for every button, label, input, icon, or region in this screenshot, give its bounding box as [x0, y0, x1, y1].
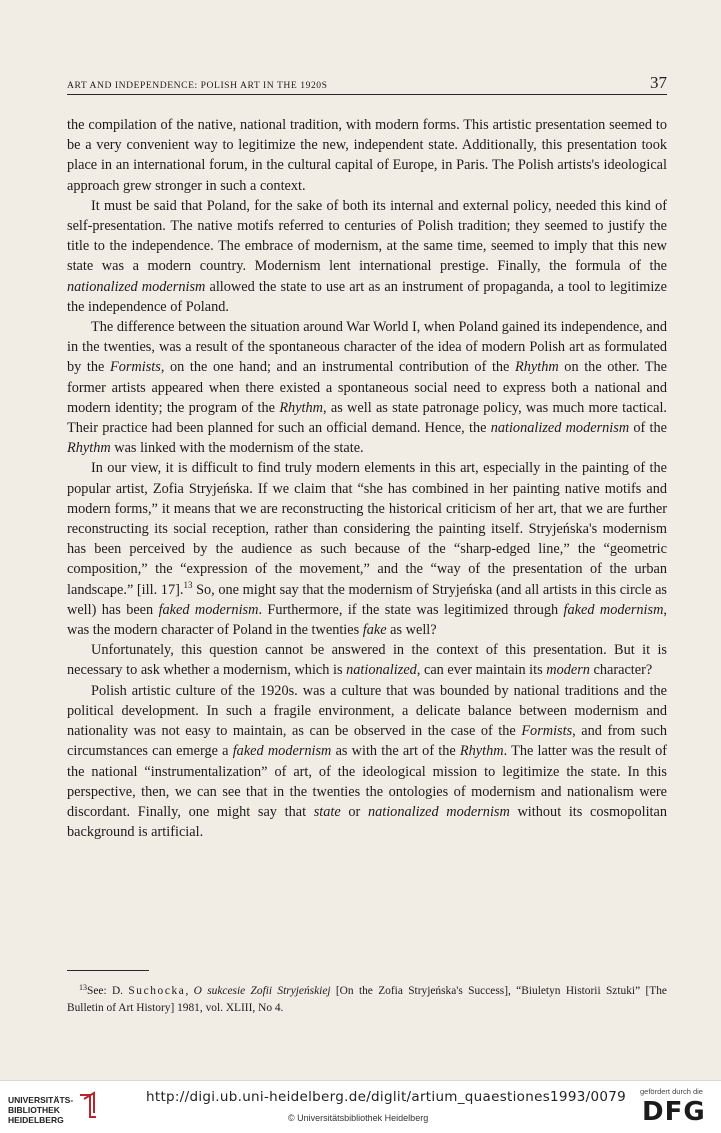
text-run: allowed the state to use art as an instrument of propaganda, a tool to legitimize the independence of Poland. [67, 278, 667, 315]
text-run: of the [629, 420, 668, 437]
body-text [67, 115, 667, 842]
footnote [67, 983, 667, 1017]
footnote-divider [67, 970, 149, 971]
footnote-author: Suchocka [128, 985, 186, 997]
text-run: , on the one hand; and an instrumental contribution of the [160, 359, 516, 376]
text-run: without its cosmopolitan background is artificial. [67, 803, 668, 841]
text-run: It must be said that Poland, for the sake of both its internal and external policy, needed this kind of self-presentation. The native motifs referred to centuries of Polish tradition; they seemed to justify the title to the independence. The embrace of modernism, at the same time, seemed to imply that this new state was a modern country. Modernism lent international prestige. Finally, the formula of the [67, 197, 667, 275]
footer-bar [0, 1080, 721, 1133]
permalink-url[interactable]: http://digi.ub.uni-heidelberg.de/diglit/artium_quaestiones1993/0079 [146, 1089, 627, 1105]
text-run: or [340, 803, 368, 820]
paragraph-2 [67, 196, 667, 317]
text-run: was linked with the modernism of the state. [110, 440, 364, 457]
italic-term: Formists [521, 723, 573, 740]
text-run: , can ever maintain its [416, 662, 547, 679]
text-run: See: D. [87, 985, 129, 997]
italic-term: nationalized [346, 662, 417, 679]
text-run: . Furthermore, if the state was legitimized through [258, 601, 564, 618]
paragraph-3 [67, 317, 667, 458]
italic-term: nationalized modernism [367, 803, 510, 820]
text-run: , and from such circumstances can emerge a [67, 723, 667, 760]
italic-term: Rhythm [459, 743, 504, 760]
text-run: Polish artistic culture of the 1920s. was a culture that was bounded by national traditions and the political development. In such a fragile environment, a delicate balance between modernism and nationality was not easy to maintain, as can be observed in the case of the [67, 682, 667, 740]
italic-term: state [313, 803, 341, 820]
footnote-13 [67, 983, 667, 1017]
text-run: , was the modern character of Poland in the twenties [67, 601, 667, 639]
footnote-ref: 13 [183, 579, 193, 590]
italic-term: Rhythm [515, 359, 559, 376]
text-run: as well? [386, 622, 437, 639]
italic-term: modern [546, 662, 590, 679]
running-title: ART AND INDEPENDENCE: POLISH ART IN THE 1920S [67, 80, 328, 91]
italic-term: faked modernism [158, 601, 259, 618]
italic-term: nationalized modernism [67, 278, 206, 295]
italic-term: nationalized modernism [490, 420, 630, 437]
text-run: as with the art of the [331, 743, 460, 760]
funded-by-label: gefördert durch die [640, 1087, 703, 1096]
library-name-line: UNIVERSITÄTS- [8, 1095, 74, 1105]
library-name-line: BIBLIOTHEK [8, 1105, 60, 1115]
page-number: 37 [650, 73, 667, 92]
copyright-notice: © Universitätsbibliothek Heidelberg [288, 1113, 429, 1123]
text-run: character? [589, 662, 653, 679]
paragraph-6 [67, 681, 667, 843]
dfg-logo: DFG [642, 1097, 706, 1127]
text-run: [On the Zofia Stryjeńska's Success], “Biuletyn Historii Sztuki” [The Bulletin of Art History] 1981, vol. XLIII, No 4. [67, 985, 667, 1014]
text-run: . The latter was the result of the national “instrumentalization” of art, of the ideological mission to legitimize the state. In this perspective, then, we can see that in the twenties the ontologies of modernism and nationalism were discordant. Finally, one might say that [67, 743, 667, 820]
text-run: the compilation of the native, national tradition, with modern forms. This artistic presentation seemed to be a very convenient way to legitimize the new, independent state. Additionally, this presentation took place in an international forum, in the cultural capital of Europe, in Paris. The Polish artists's ideological approach grew stronger in such a context. [67, 117, 667, 194]
text-run: The difference between the situation around War World I, when Poland gained its independence, and in the twenties, was a result of the spontaneous character of the idea of modern Polish art as formulated by the [67, 319, 667, 376]
italic-term: Rhythm [279, 399, 323, 416]
italic-term: faked modernism [563, 601, 664, 618]
italic-term: fake [362, 622, 387, 639]
library-logo-text [8, 1095, 73, 1125]
footnote-number: 13 [79, 983, 87, 992]
paragraph-4 [67, 458, 667, 640]
text-run: on the other. The former artists appeared when there existed a spontaneous social need to express both a national and modern identity; the program of the [67, 359, 667, 416]
italic-term: Formists [109, 359, 161, 376]
italic-term: Rhythm [67, 440, 111, 457]
library-name-line: HEIDELBERG [8, 1115, 64, 1125]
paragraph-1 [67, 115, 667, 196]
paragraph-5 [67, 640, 667, 680]
footnote-title: O sukcesie Zofii Stryjeńskiej [193, 985, 331, 997]
library-logo-icon [76, 1091, 100, 1121]
italic-term: faked modernism [232, 743, 332, 760]
text-run: So, one might say that the modernism of Stryjeńska (and all artists in this circle as well) has been [67, 581, 667, 618]
text-run: , as well as state patronage policy, was much more tactical. Their practice had been planned for such an official demand. Hence, the [67, 399, 668, 437]
text-run: , [185, 985, 194, 997]
running-header [67, 72, 667, 95]
text-run: In our view, it is difficult to find truly modern elements in this art, especially in the painting of the popular artist, Zofia Stryjeńska. If we claim that “she has combined in her painting native motifs and modern forms,” it means that we are reconstructing the historical criticism of her art, that we are further reconstructing its social reception, rather than considering the painting itself. Stryjeńska's modernism has been perceived by the audience as such because of the “sharp-edged line,” the “geometric composition,” the “expression of the movement,” and the “way of the presentation of the urban landscape.” [ill. 17]. [67, 460, 667, 598]
text-run: Unfortunately, this question cannot be answered in the context of this presentation. But it is necessary to ask whether a modernism, which is [67, 642, 667, 679]
